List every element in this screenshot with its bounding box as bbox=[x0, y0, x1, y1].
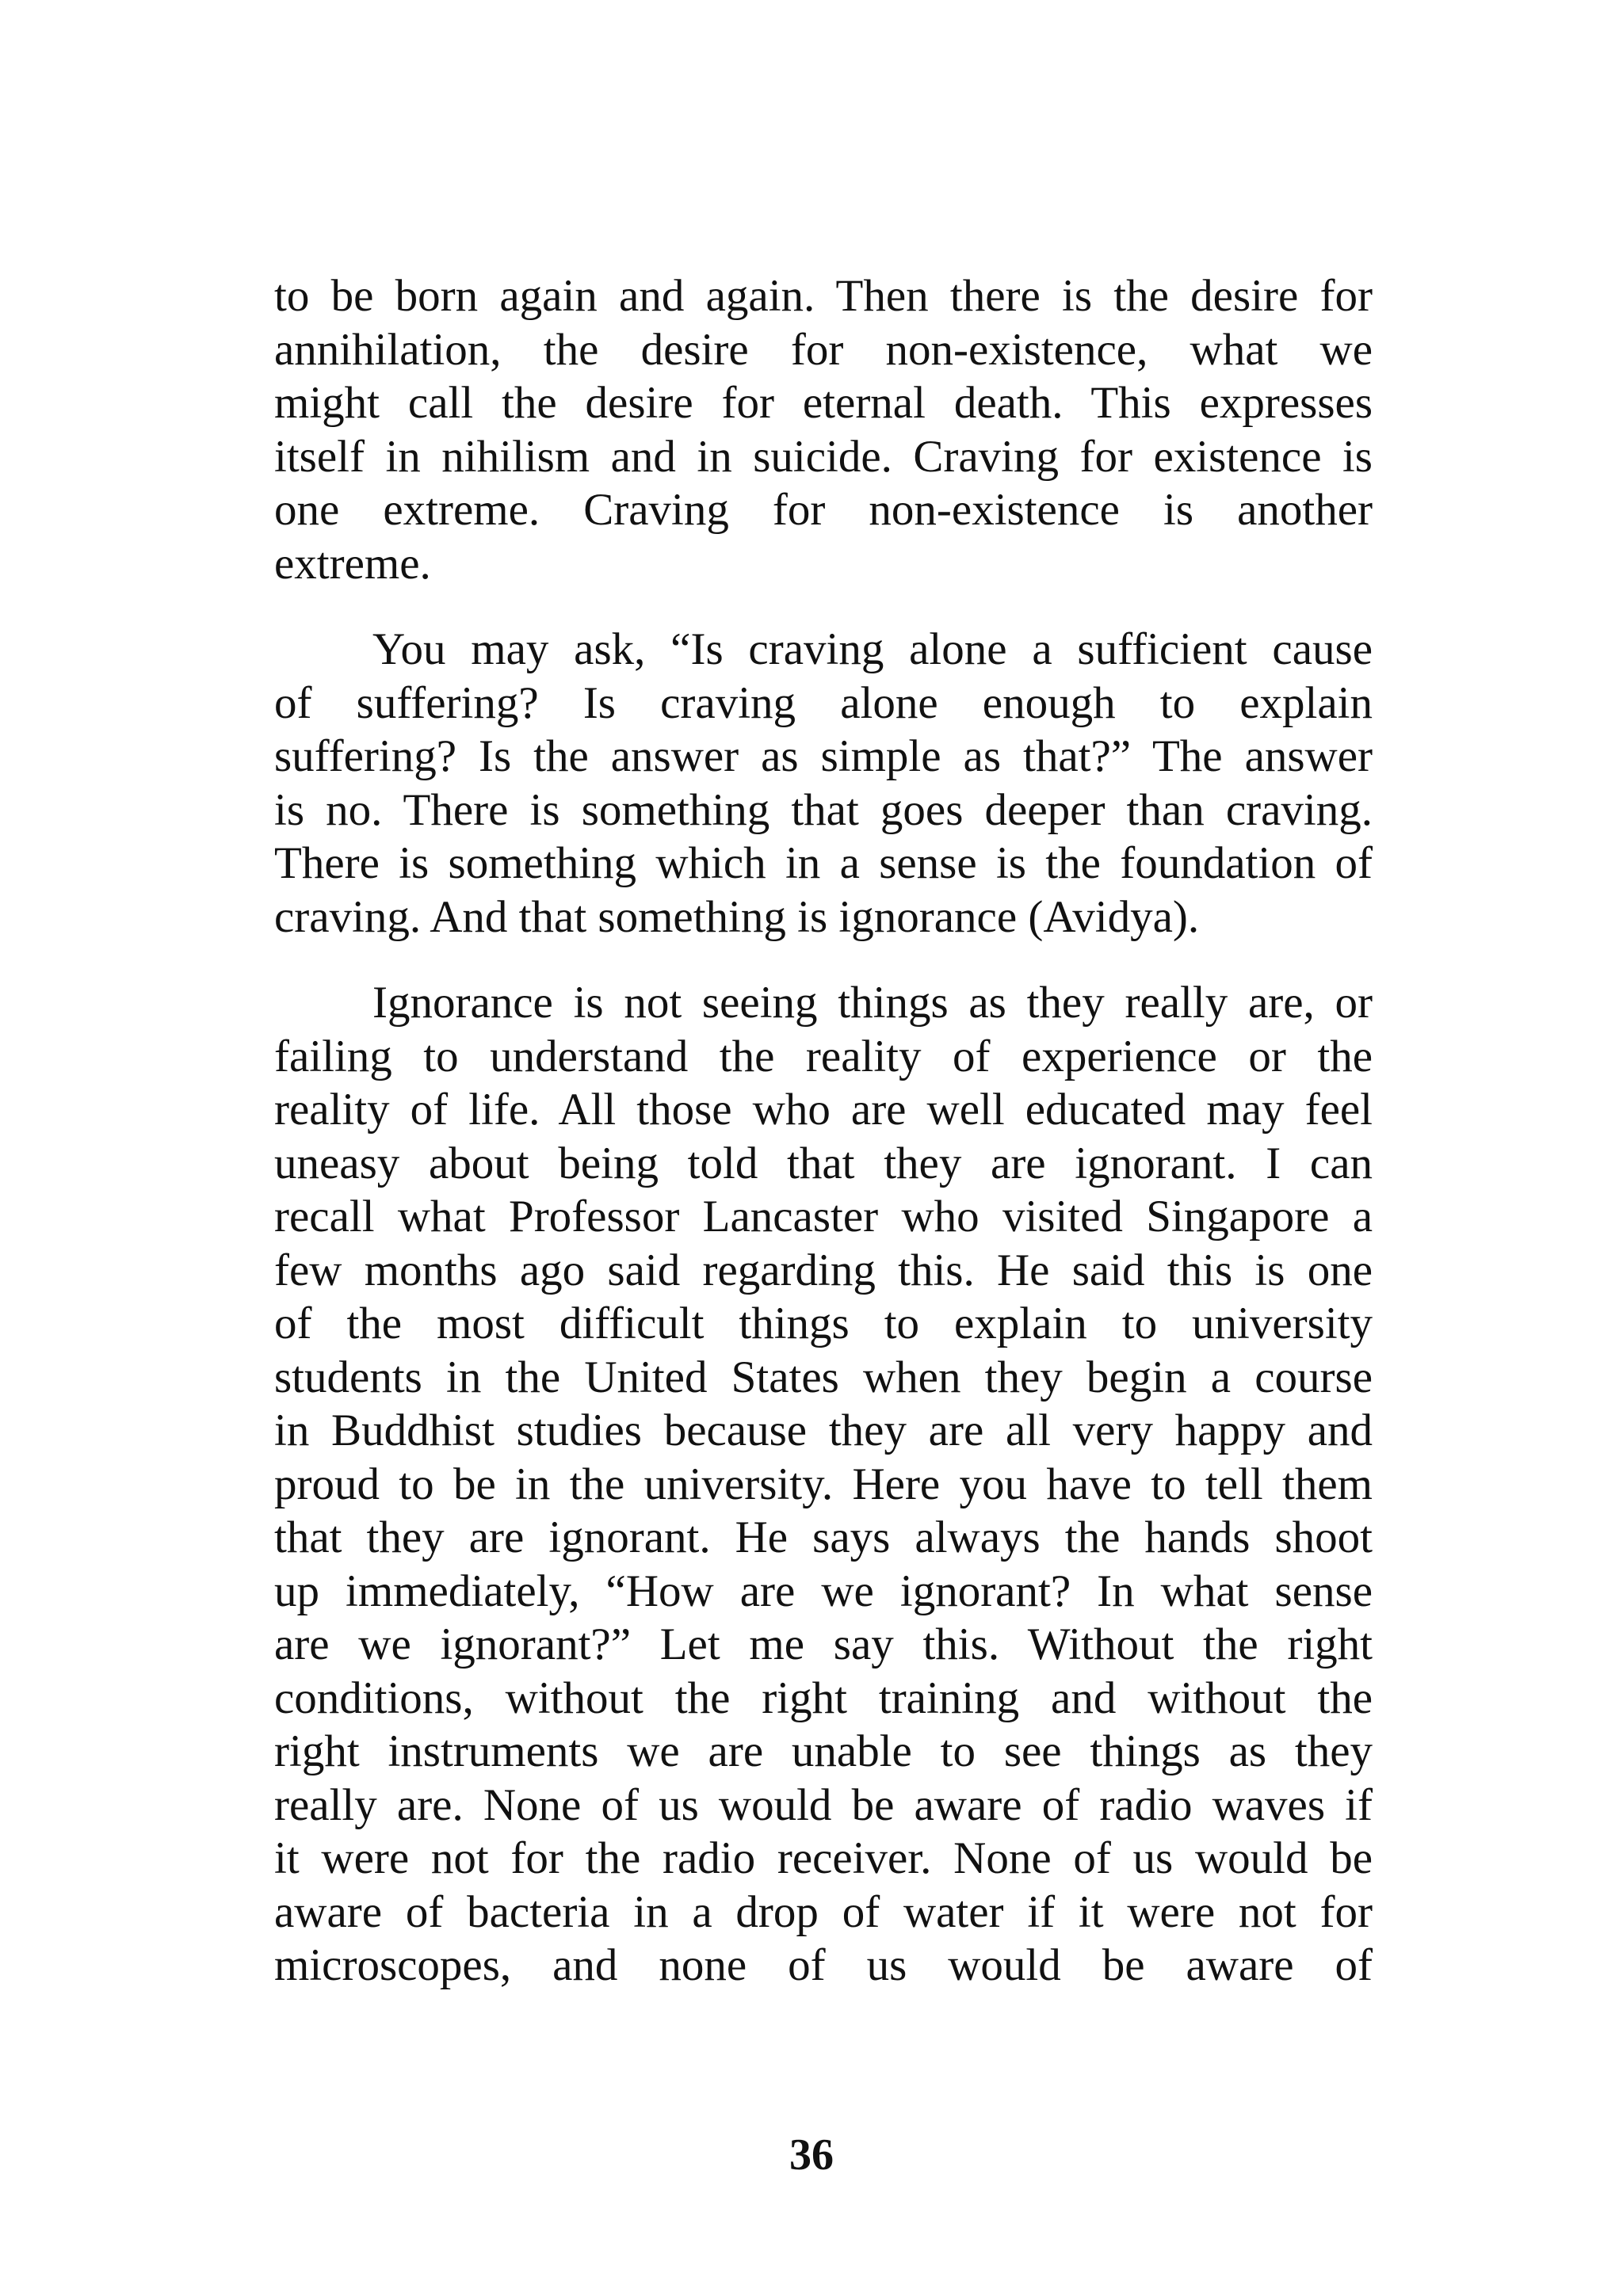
text-line: of the most difficult things to explain to university bbox=[274, 1299, 1373, 1348]
text-line: really are. None of us would be aware of radio waves if bbox=[274, 1779, 1373, 1830]
text-line: in Buddhist studies because they are all very happy and bbox=[274, 1405, 1373, 1455]
text-line: reality of life. All those who are well educated may feel bbox=[274, 1085, 1373, 1135]
paragraph bbox=[274, 623, 1373, 944]
text-line: that they are ignorant. He says always the hands shoot bbox=[274, 1512, 1373, 1562]
body-text bbox=[274, 269, 1373, 1993]
text-line: craving. And that something is ignorance (Avidya). bbox=[274, 891, 1200, 942]
paragraph bbox=[274, 269, 1373, 590]
text-line: proud to be in the university. Here you have to tell them bbox=[274, 1459, 1373, 1509]
text-line: conditions, without the right training and without the bbox=[274, 1672, 1373, 1723]
text-line: few months ago said regarding this. He said this is one bbox=[274, 1245, 1373, 1295]
text-line: itself in nihilism and in suicide. Craving for existence is bbox=[274, 431, 1373, 482]
text-line: it were not for the radio receiver. None of us would be bbox=[274, 1833, 1373, 1883]
text-line: annihilation, the desire for non-existence, what we bbox=[274, 324, 1373, 375]
text-line: up immediately, “How are we ignorant? In what sense bbox=[274, 1566, 1373, 1616]
text-line: of suffering? Is craving alone enough to explain bbox=[274, 677, 1373, 728]
text-line: is no. There is something that goes deeper than craving. bbox=[274, 784, 1373, 835]
text-line: might call the desire for eternal death. This expresses bbox=[274, 378, 1373, 428]
text-line: There is something which in a sense is the foundation of bbox=[274, 838, 1373, 888]
text-line: right instruments we are unable to see things as they bbox=[274, 1726, 1373, 1776]
text-line: extreme. bbox=[274, 538, 431, 589]
text-line: recall what Professor Lancaster who visited Singapore a bbox=[274, 1192, 1373, 1241]
text-line: suffering? Is the answer as simple as that?” The answer bbox=[274, 731, 1373, 781]
text-line: microscopes, and none of us would be aware of bbox=[274, 1940, 1373, 1990]
text-line: Ignorance is not seeing things as they really are, or bbox=[372, 978, 1373, 1028]
text-line: failing to understand the reality of experience or the bbox=[274, 1031, 1373, 1081]
paragraph-gap bbox=[274, 944, 1373, 976]
paragraph bbox=[274, 976, 1373, 1993]
text-line: You may ask, “Is craving alone a sufficient cause bbox=[372, 624, 1373, 674]
text-line: one extreme. Craving for non-existence is another bbox=[274, 485, 1373, 535]
page-number: 36 bbox=[789, 2130, 834, 2180]
text-line: students in the United States when they begin a course bbox=[274, 1352, 1373, 1402]
text-line: to be born again and again. Then there is the desire for bbox=[274, 271, 1373, 321]
paragraph-gap bbox=[274, 590, 1373, 623]
text-line: are we ignorant?” Let me say this. Without the right bbox=[274, 1619, 1373, 1669]
text-line: uneasy about being told that they are ignorant. I can bbox=[274, 1138, 1373, 1188]
text-line: aware of bacteria in a drop of water if it were not for bbox=[274, 1886, 1373, 1937]
